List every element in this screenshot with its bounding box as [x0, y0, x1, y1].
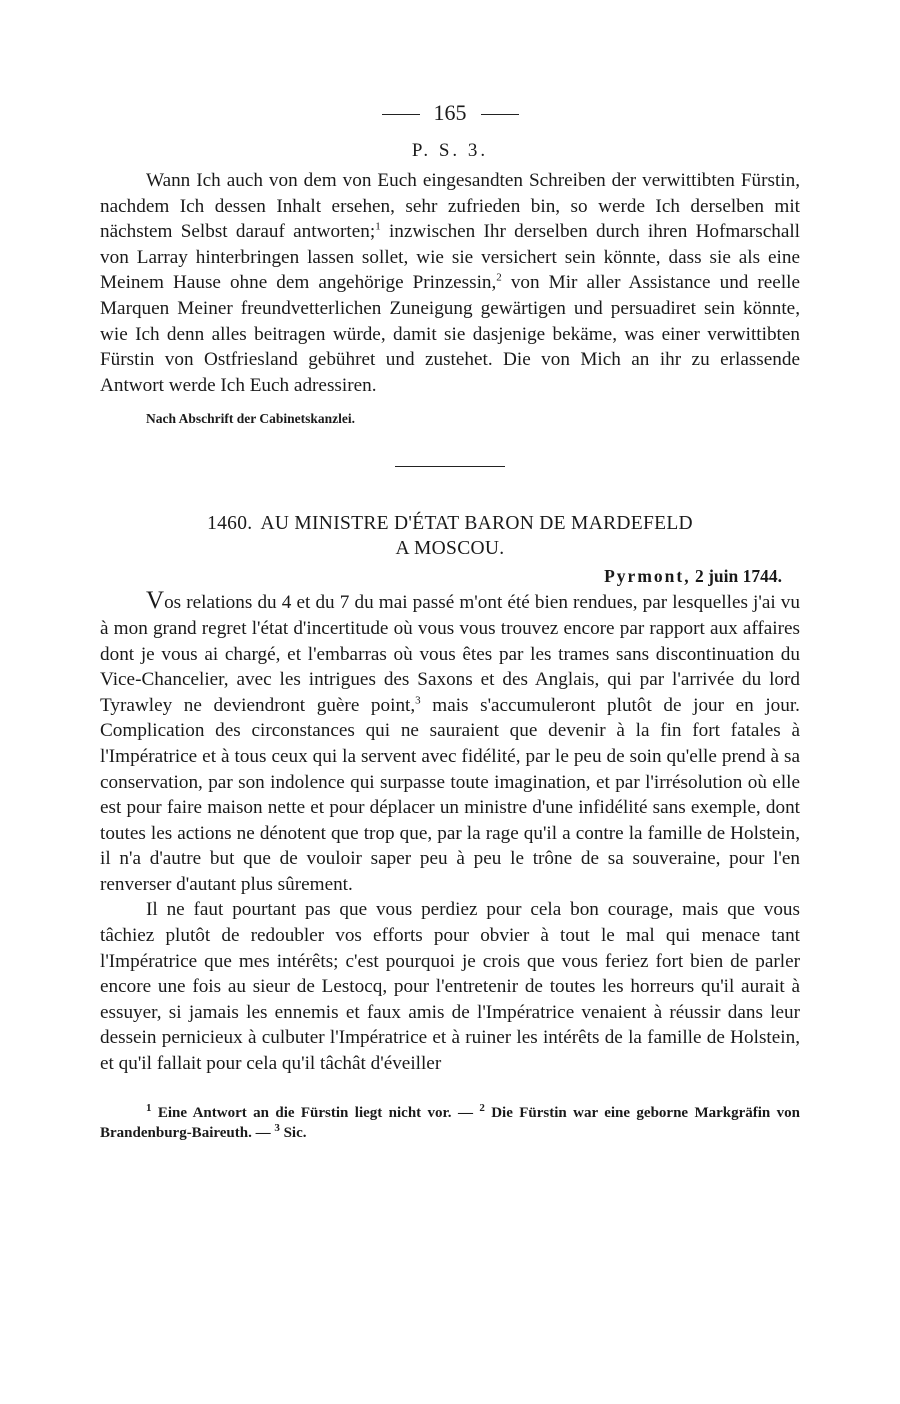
- letter-p1-text-b: mais s'accumuleront plutôt de jour en jour. Complication des circonstances qui ne sauraient que devenir à la fin fort fatales à l'Impératrice et à tous ceux qui la servent avec fidélité, par le peu de soin qu'elle prend à sa conservation, par son indolence qui surpasse toute imagination, et par l'irrésolution où elle est pour faire maison nette et pour déplacer un ministre d'une infidélité sans exemple, dont toutes les actions ne dénotent que trop que, par la rage qu'il a contre la famille de Holstein, il n'a d'autre but que de vouloir saper peu à peu le trône de sa souveraine, pour l'en renverser d'autant plus sûrement.: [100, 694, 800, 895]
- ps-text-1: Wann Ich auch von dem von Euch eingesandten Schreiben der verwittibten Fürstin, nachdem Ich dessen Inhalt ersehen, sehr zufrieden bin, so werde Ich derselben mit nächstem Selbst darauf antworten;: [100, 170, 800, 243]
- ps-text-3: von Mir aller Assistance und reelle Marquen Meiner freundvetterlichen Zuneigung gewärtigen und persuadiret sein könnte, wie Ich denn alles beitragen würde, damit sie dasjenige bekäme, was einer verwittibten Fürstin von Ostfriesland gebühret und zustehet. Die von Mich an ihr zu erlassende Antwort werde Ich Euch adressiren.: [100, 272, 801, 396]
- drop-cap: V: [146, 587, 165, 615]
- page-header: [100, 98, 800, 128]
- header-dash-right: [481, 114, 519, 115]
- letter-p1-text-a: os relations du 4 et du 7 du mai passé m'ont été bien rendues, par lesquelles j'ai vu à mon grand regret l'état d'incertitude où vous vous trouvez encore par rapport aux affaires dont je vous ai chargé, et l'embarras où vous êtes par les trames sans discontinuation du Vice-Chancelier, avec les intrigues des Saxons et des Anglais, qui par l'arrivée du lord Tyrawley ne deviendront guère point,: [100, 592, 800, 716]
- footnote-text-1: Eine Antwort an die Fürstin liegt nicht vor. —: [151, 1104, 480, 1121]
- footnote-ref-1: 1: [375, 220, 381, 233]
- dateline: [100, 564, 782, 588]
- letter-heading: [100, 511, 800, 561]
- footnote-ref-3: 3: [415, 694, 421, 707]
- page-number: 165: [433, 100, 467, 125]
- postscript-paragraph: [100, 168, 800, 398]
- letter-place: Pyrmont,: [604, 566, 691, 587]
- letter-paragraph-2: Il ne faut pourtant pas que vous perdiez pour cela bon courage, mais que vous tâchiez plutôt de redoubler vos efforts pour obvier à tout le mal qui menace tant l'Impératrice que mes intérêts; c'est pourquoi je crois que vous feriez fort bien de parler encore une fois au sieur de Lestocq, pour l'entretenir de toutes les horreurs qu'il aurait à essuyer, si jamais les ennemis et faux amis de l'Impératrice venaient à réussir dans leur dessein pernicieux à culbuter l'Impératrice et à ruiner les intérêts de la famille de Holstein, et qu'il fallait pour cela qu'il tâchât d'éveiller: [100, 899, 800, 1075]
- letter-number: 1460.: [207, 513, 253, 535]
- footnote-text-3: Sic.: [279, 1124, 307, 1141]
- footnote-mark-3: 3: [274, 1121, 280, 1134]
- footnote-text-2: Die Fürstin war eine geborne Markgräfin von Brandenburg-Baireuth. —: [100, 1104, 800, 1141]
- source-note: Nach Abschrift der Cabinetskanzlei.: [146, 411, 356, 427]
- letter-addressee: AU MINISTRE D'ÉTAT BARON DE MARDEFELD: [260, 513, 693, 535]
- letter-date: 2 juin 1744.: [694, 566, 782, 587]
- header-dash-left: [382, 114, 420, 115]
- footnote-mark-1: 1: [146, 1101, 152, 1114]
- letter-paragraph-1: [100, 588, 800, 897]
- section-divider: [395, 466, 505, 467]
- footnote-mark-2: 2: [479, 1101, 485, 1114]
- letter-destination: A MOSCOU.: [395, 538, 505, 560]
- footnote-ref-2: 2: [496, 271, 502, 284]
- postscript-title: P. S. 3.: [411, 140, 489, 161]
- document-page: [100, 98, 800, 1143]
- footnotes: [100, 1103, 800, 1143]
- ps-text-2: inzwischen Ihr derselben durch ihren Hofmarschall von Larray hinterbringen lassen sollet, wie sie versichert sein könnte, dass sie als eine Meinem Hause ohne dem angehörige Prinzessin,: [100, 221, 800, 294]
